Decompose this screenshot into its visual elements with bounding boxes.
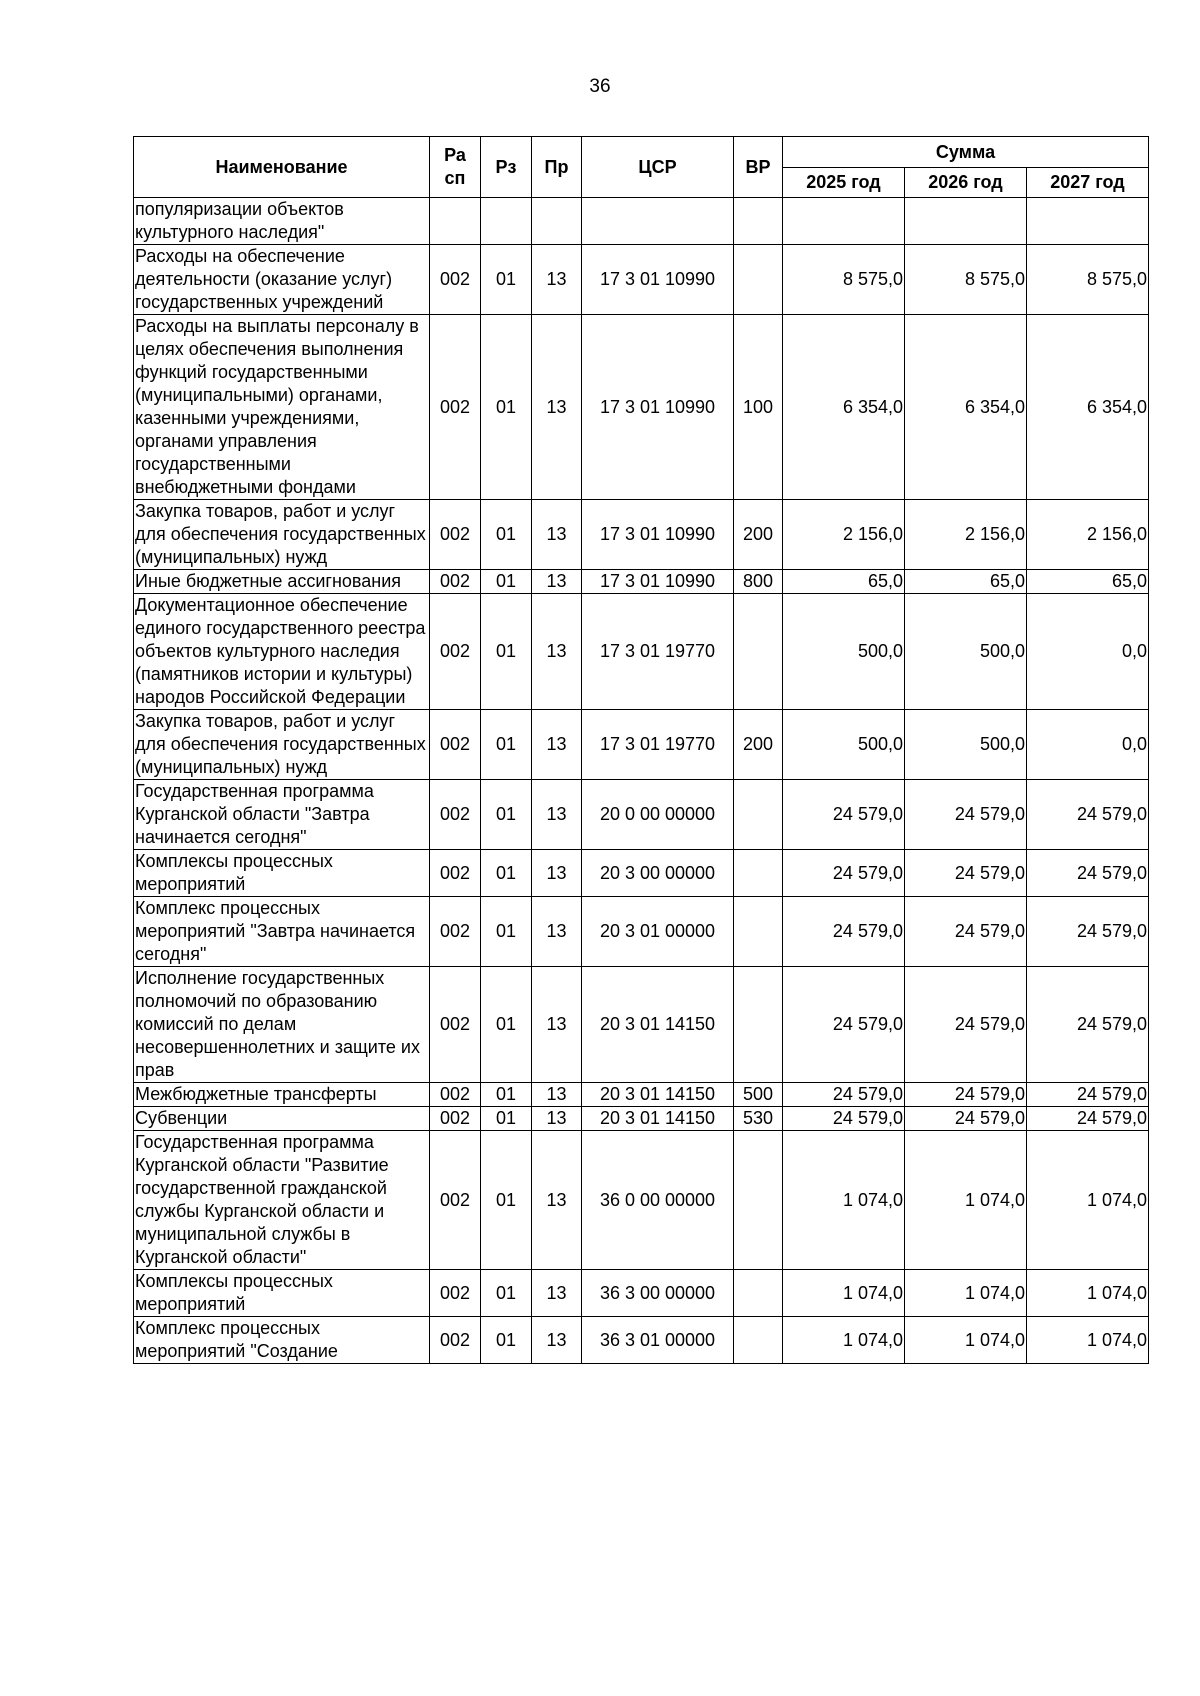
cell-vr: 800 [734, 570, 783, 594]
cell-amount-2027: 1 074,0 [1027, 1317, 1149, 1364]
cell-amount-2027: 24 579,0 [1027, 1083, 1149, 1107]
cell-vr [734, 245, 783, 315]
cell-amount-2026: 24 579,0 [905, 1083, 1027, 1107]
cell-rz: 01 [481, 710, 532, 780]
cell-amount-2026: 6 354,0 [905, 315, 1027, 500]
cell-pr: 13 [532, 897, 582, 967]
cell-amount-2027: 65,0 [1027, 570, 1149, 594]
cell-name: Комплекс процессных мероприятий "Завтра начинается сегодня" [134, 897, 430, 967]
cell-amount-2027: 24 579,0 [1027, 850, 1149, 897]
cell-amount-2027: 24 579,0 [1027, 1107, 1149, 1131]
cell-rasp: 002 [430, 967, 481, 1083]
cell-amount-2025: 2 156,0 [783, 500, 905, 570]
table-row [134, 315, 1149, 500]
cell-amount-2026: 1 074,0 [905, 1270, 1027, 1317]
cell-csr: 20 3 01 00000 [582, 897, 734, 967]
cell-rasp: 002 [430, 570, 481, 594]
table-row [134, 967, 1149, 1083]
cell-pr: 13 [532, 315, 582, 500]
cell-rz: 01 [481, 850, 532, 897]
cell-pr [532, 198, 582, 245]
cell-rz: 01 [481, 1270, 532, 1317]
cell-csr: 17 3 01 10990 [582, 315, 734, 500]
table-row [134, 198, 1149, 245]
cell-name: Закупка товаров, работ и услуг для обеспечения государственных (муниципальных) нужд [134, 710, 430, 780]
cell-amount-2026: 1 074,0 [905, 1317, 1027, 1364]
cell-amount-2026: 1 074,0 [905, 1131, 1027, 1270]
cell-amount-2025: 24 579,0 [783, 1107, 905, 1131]
header-sum: Сумма [783, 137, 1149, 168]
cell-pr: 13 [532, 967, 582, 1083]
cell-rasp: 002 [430, 245, 481, 315]
cell-rasp [430, 198, 481, 245]
cell-amount-2027: 1 074,0 [1027, 1131, 1149, 1270]
cell-name: Государственная программа Курганской области "Завтра начинается сегодня" [134, 780, 430, 850]
budget-table [133, 136, 1149, 1364]
cell-rz: 01 [481, 594, 532, 710]
cell-amount-2027: 0,0 [1027, 710, 1149, 780]
table-row [134, 1317, 1149, 1364]
cell-vr [734, 1131, 783, 1270]
cell-csr: 17 3 01 10990 [582, 245, 734, 315]
cell-name: Комплексы процессных мероприятий [134, 850, 430, 897]
cell-amount-2027: 2 156,0 [1027, 500, 1149, 570]
cell-pr: 13 [532, 1317, 582, 1364]
cell-vr: 200 [734, 500, 783, 570]
table-row [134, 245, 1149, 315]
cell-amount-2025: 24 579,0 [783, 897, 905, 967]
cell-pr: 13 [532, 1107, 582, 1131]
table-row [134, 897, 1149, 967]
cell-rz: 01 [481, 780, 532, 850]
cell-vr [734, 1270, 783, 1317]
table-row [134, 1131, 1149, 1270]
cell-name: Субвенции [134, 1107, 430, 1131]
header-year-2027: 2027 год [1027, 168, 1149, 198]
cell-vr [734, 967, 783, 1083]
cell-csr: 20 0 00 00000 [582, 780, 734, 850]
cell-rz: 01 [481, 1317, 532, 1364]
table-row [134, 850, 1149, 897]
cell-vr [734, 780, 783, 850]
cell-csr: 20 3 00 00000 [582, 850, 734, 897]
cell-pr: 13 [532, 850, 582, 897]
cell-csr: 36 0 00 00000 [582, 1131, 734, 1270]
cell-name: Межбюджетные трансферты [134, 1083, 430, 1107]
cell-csr: 20 3 01 14150 [582, 1107, 734, 1131]
cell-rasp: 002 [430, 1317, 481, 1364]
table-row [134, 1083, 1149, 1107]
cell-csr: 36 3 01 00000 [582, 1317, 734, 1364]
cell-name: Документационное обеспечение единого государственного реестра объектов культурного наследия (памятников истории и культуры) народов Российской Федерации [134, 594, 430, 710]
cell-pr: 13 [532, 1131, 582, 1270]
cell-name: Исполнение государственных полномочий по образованию комиссий по делам несовершеннолетних и защите их прав [134, 967, 430, 1083]
table-row [134, 780, 1149, 850]
cell-amount-2026: 500,0 [905, 710, 1027, 780]
cell-amount-2025: 1 074,0 [783, 1131, 905, 1270]
cell-pr: 13 [532, 570, 582, 594]
cell-name: Комплексы процессных мероприятий [134, 1270, 430, 1317]
cell-rz: 01 [481, 1083, 532, 1107]
cell-rasp: 002 [430, 780, 481, 850]
cell-rz: 01 [481, 897, 532, 967]
cell-name: Закупка товаров, работ и услуг для обеспечения государственных (муниципальных) нужд [134, 500, 430, 570]
cell-amount-2025: 24 579,0 [783, 967, 905, 1083]
table-row [134, 1107, 1149, 1131]
cell-amount-2025: 1 074,0 [783, 1270, 905, 1317]
cell-csr: 17 3 01 19770 [582, 594, 734, 710]
cell-rz: 01 [481, 500, 532, 570]
table-row [134, 570, 1149, 594]
cell-pr: 13 [532, 1083, 582, 1107]
cell-amount-2025: 24 579,0 [783, 1083, 905, 1107]
cell-rasp: 002 [430, 850, 481, 897]
cell-amount-2026: 65,0 [905, 570, 1027, 594]
cell-rasp: 002 [430, 500, 481, 570]
cell-rasp: 002 [430, 1270, 481, 1317]
cell-rz: 01 [481, 967, 532, 1083]
cell-vr [734, 850, 783, 897]
cell-vr: 530 [734, 1107, 783, 1131]
cell-rasp: 002 [430, 710, 481, 780]
cell-pr: 13 [532, 500, 582, 570]
cell-csr: 17 3 01 19770 [582, 710, 734, 780]
cell-rz: 01 [481, 570, 532, 594]
cell-amount-2025: 500,0 [783, 594, 905, 710]
cell-rasp: 002 [430, 897, 481, 967]
header-rasp: Ра сп [430, 137, 481, 198]
cell-amount-2025: 6 354,0 [783, 315, 905, 500]
cell-rz [481, 198, 532, 245]
header-rz: Рз [481, 137, 532, 198]
cell-amount-2025: 1 074,0 [783, 1317, 905, 1364]
cell-csr: 36 3 00 00000 [582, 1270, 734, 1317]
cell-amount-2027: 24 579,0 [1027, 967, 1149, 1083]
page-number: 36 [589, 76, 611, 97]
cell-csr [582, 198, 734, 245]
cell-pr: 13 [532, 1270, 582, 1317]
cell-amount-2026: 24 579,0 [905, 780, 1027, 850]
cell-amount-2025: 8 575,0 [783, 245, 905, 315]
cell-rasp: 002 [430, 1107, 481, 1131]
cell-vr [734, 897, 783, 967]
header-year-2026: 2026 год [905, 168, 1027, 198]
cell-csr: 20 3 01 14150 [582, 967, 734, 1083]
cell-amount-2027 [1027, 198, 1149, 245]
cell-amount-2026: 8 575,0 [905, 245, 1027, 315]
cell-amount-2027: 24 579,0 [1027, 780, 1149, 850]
cell-amount-2027: 8 575,0 [1027, 245, 1149, 315]
header-name: Наименование [134, 137, 430, 198]
cell-vr [734, 594, 783, 710]
cell-amount-2027: 1 074,0 [1027, 1270, 1149, 1317]
cell-rz: 01 [481, 245, 532, 315]
cell-vr [734, 1317, 783, 1364]
cell-rz: 01 [481, 1131, 532, 1270]
cell-amount-2026: 24 579,0 [905, 1107, 1027, 1131]
cell-name: Комплекс процессных мероприятий "Создание [134, 1317, 430, 1364]
cell-amount-2026: 24 579,0 [905, 850, 1027, 897]
cell-rasp: 002 [430, 1083, 481, 1107]
header-pr: Пр [532, 137, 582, 198]
cell-amount-2025: 24 579,0 [783, 780, 905, 850]
cell-amount-2026: 2 156,0 [905, 500, 1027, 570]
cell-rasp: 002 [430, 594, 481, 710]
cell-amount-2025 [783, 198, 905, 245]
header-csr: ЦСР [582, 137, 734, 198]
cell-amount-2025: 24 579,0 [783, 850, 905, 897]
cell-amount-2026: 24 579,0 [905, 897, 1027, 967]
cell-csr: 17 3 01 10990 [582, 570, 734, 594]
cell-rasp: 002 [430, 1131, 481, 1270]
cell-vr: 100 [734, 315, 783, 500]
cell-rz: 01 [481, 1107, 532, 1131]
table-row [134, 710, 1149, 780]
cell-name: Иные бюджетные ассигнования [134, 570, 430, 594]
table-body [134, 198, 1149, 1364]
cell-pr: 13 [532, 780, 582, 850]
cell-rz: 01 [481, 315, 532, 500]
cell-amount-2025: 65,0 [783, 570, 905, 594]
table-row [134, 500, 1149, 570]
table-row [134, 594, 1149, 710]
cell-name: Государственная программа Курганской области "Развитие государственной гражданской службы Курганской области и муниципальной службы в Курганской области" [134, 1131, 430, 1270]
cell-name: Расходы на обеспечение деятельности (оказание услуг) государственных учреждений [134, 245, 430, 315]
cell-name: популяризации объектов культурного наследия" [134, 198, 430, 245]
cell-csr: 17 3 01 10990 [582, 500, 734, 570]
cell-rasp: 002 [430, 315, 481, 500]
cell-csr: 20 3 01 14150 [582, 1083, 734, 1107]
cell-amount-2026: 500,0 [905, 594, 1027, 710]
table-row [134, 1270, 1149, 1317]
cell-amount-2027: 6 354,0 [1027, 315, 1149, 500]
cell-amount-2026: 24 579,0 [905, 967, 1027, 1083]
cell-pr: 13 [532, 594, 582, 710]
cell-amount-2026 [905, 198, 1027, 245]
cell-amount-2027: 0,0 [1027, 594, 1149, 710]
header-vr: ВР [734, 137, 783, 198]
cell-amount-2025: 500,0 [783, 710, 905, 780]
cell-vr: 500 [734, 1083, 783, 1107]
cell-pr: 13 [532, 710, 582, 780]
header-year-2025: 2025 год [783, 168, 905, 198]
cell-vr [734, 198, 783, 245]
cell-pr: 13 [532, 245, 582, 315]
cell-amount-2027: 24 579,0 [1027, 897, 1149, 967]
cell-name: Расходы на выплаты персоналу в целях обеспечения выполнения функций государственными (муниципальными) органами, казенными учреждениями, органами управления государственными внебюджетными фондами [134, 315, 430, 500]
cell-vr: 200 [734, 710, 783, 780]
